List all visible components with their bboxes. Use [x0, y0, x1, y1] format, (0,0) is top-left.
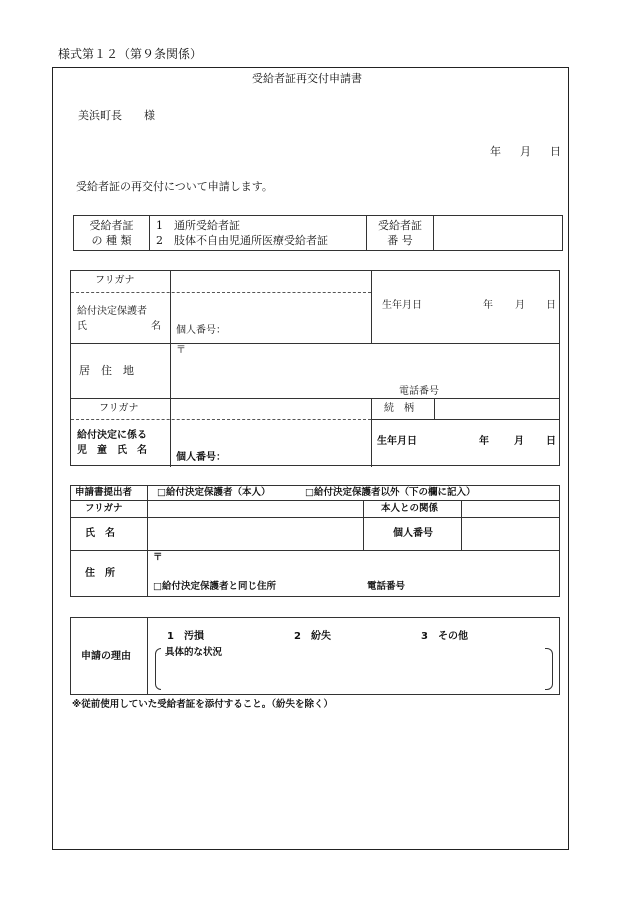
guardian-birth-year: 年	[483, 300, 493, 311]
submitter-option-other[interactable]: □給付決定保護者以外（下の欄に記入）	[305, 487, 476, 498]
child-birth-label: 生年月日	[377, 436, 417, 447]
child-birth-month: 月	[514, 436, 524, 447]
applicant-personal-number-field[interactable]	[462, 518, 559, 550]
guardian-birth-day: 日	[546, 300, 556, 311]
guardian-name-label-mei: 名	[151, 321, 161, 332]
guardian-furigana-label: フリガナ	[95, 275, 135, 286]
applicant-relation-label: 本人との関係	[381, 503, 439, 514]
applicant-same-address-option[interactable]: □給付決定保護者と同じ住所	[153, 581, 276, 592]
reason-option-stain[interactable]: 1 汚損	[167, 631, 204, 642]
date-day: 日	[550, 145, 561, 158]
guardian-furigana-field[interactable]	[171, 271, 371, 292]
reason-table	[70, 617, 560, 695]
child-name-label-2: 児 童 氏 名	[77, 445, 147, 456]
cert-option-1[interactable]: 1 通所受給者証	[156, 219, 240, 232]
child-birth-year: 年	[479, 436, 489, 447]
applicant-table	[70, 485, 560, 597]
reason-label: 申請の理由	[81, 651, 131, 662]
applicant-personal-number-label: 個人番号	[393, 528, 433, 539]
guardian-address-label: 居 住 地	[79, 364, 134, 377]
certificate-table	[73, 215, 563, 251]
child-name-field[interactable]	[171, 420, 371, 467]
guardian-birth-month: 月	[515, 300, 525, 311]
applicant-furigana-field[interactable]	[148, 501, 363, 517]
applicant-relation-field[interactable]	[462, 501, 559, 517]
form-number: 様式第１２（第９条関係）	[58, 47, 203, 61]
applicant-phone-label: 電話番号	[367, 581, 406, 592]
child-personal-number-label: 個人番号：	[176, 452, 226, 463]
form-title: 受給者証再交付申請書	[252, 72, 362, 85]
child-birth-day: 日	[546, 436, 556, 447]
applicant-name-label: 氏 名	[85, 528, 115, 539]
submitter-option-guardian[interactable]: □給付決定保護者（本人）	[157, 487, 271, 498]
applicant-postal-mark: 〒	[153, 552, 163, 563]
cert-option-2[interactable]: 2 肢体不自由児通所医療受給者証	[156, 234, 328, 247]
guardian-table	[70, 270, 560, 466]
guardian-name-label-shi: 氏	[77, 321, 87, 332]
applicant-name-field[interactable]	[148, 518, 363, 550]
reason-option-lost[interactable]: 2 紛失	[294, 631, 331, 642]
submitter-label: 申請書提出者	[75, 487, 133, 498]
applicant-furigana-label: フリガナ	[85, 503, 123, 514]
date-month: 月	[520, 145, 531, 158]
child-furigana-label: フリガナ	[99, 403, 139, 414]
reason-option-other[interactable]: 3 その他	[421, 631, 468, 642]
applicant-address-label: 住 所	[85, 568, 115, 579]
guardian-postal-mark: 〒	[176, 345, 186, 356]
addressee: 美浜町長 様	[78, 109, 155, 122]
guardian-phone-label: 電話番号	[399, 386, 439, 397]
child-relation-label: 続 柄	[384, 403, 414, 414]
cert-number-label: 受給者証 番 号	[367, 216, 434, 251]
cert-kind-options[interactable]	[150, 216, 367, 251]
statement: 受給者証の再交付について申請します。	[76, 180, 273, 193]
reason-details-label: 具体的な状況	[165, 647, 223, 658]
guardian-personal-number-label: 個人番号：	[176, 325, 226, 336]
guardian-name-label: 給付決定保護者	[77, 306, 147, 317]
child-relation-field[interactable]	[435, 399, 559, 419]
child-name-label: 給付決定に係る	[77, 430, 147, 441]
cert-number-field[interactable]	[434, 216, 563, 251]
guardian-birth-label: 生年月日	[382, 300, 422, 311]
footnote: ※従前使用していた受給者証を添付すること。（紛失を除く）	[72, 699, 333, 710]
cert-kind-label: 受給者証 の 種 類	[74, 216, 150, 251]
guardian-address-field[interactable]	[171, 344, 559, 398]
guardian-name-field[interactable]	[171, 293, 371, 343]
date-year: 年	[490, 145, 501, 158]
